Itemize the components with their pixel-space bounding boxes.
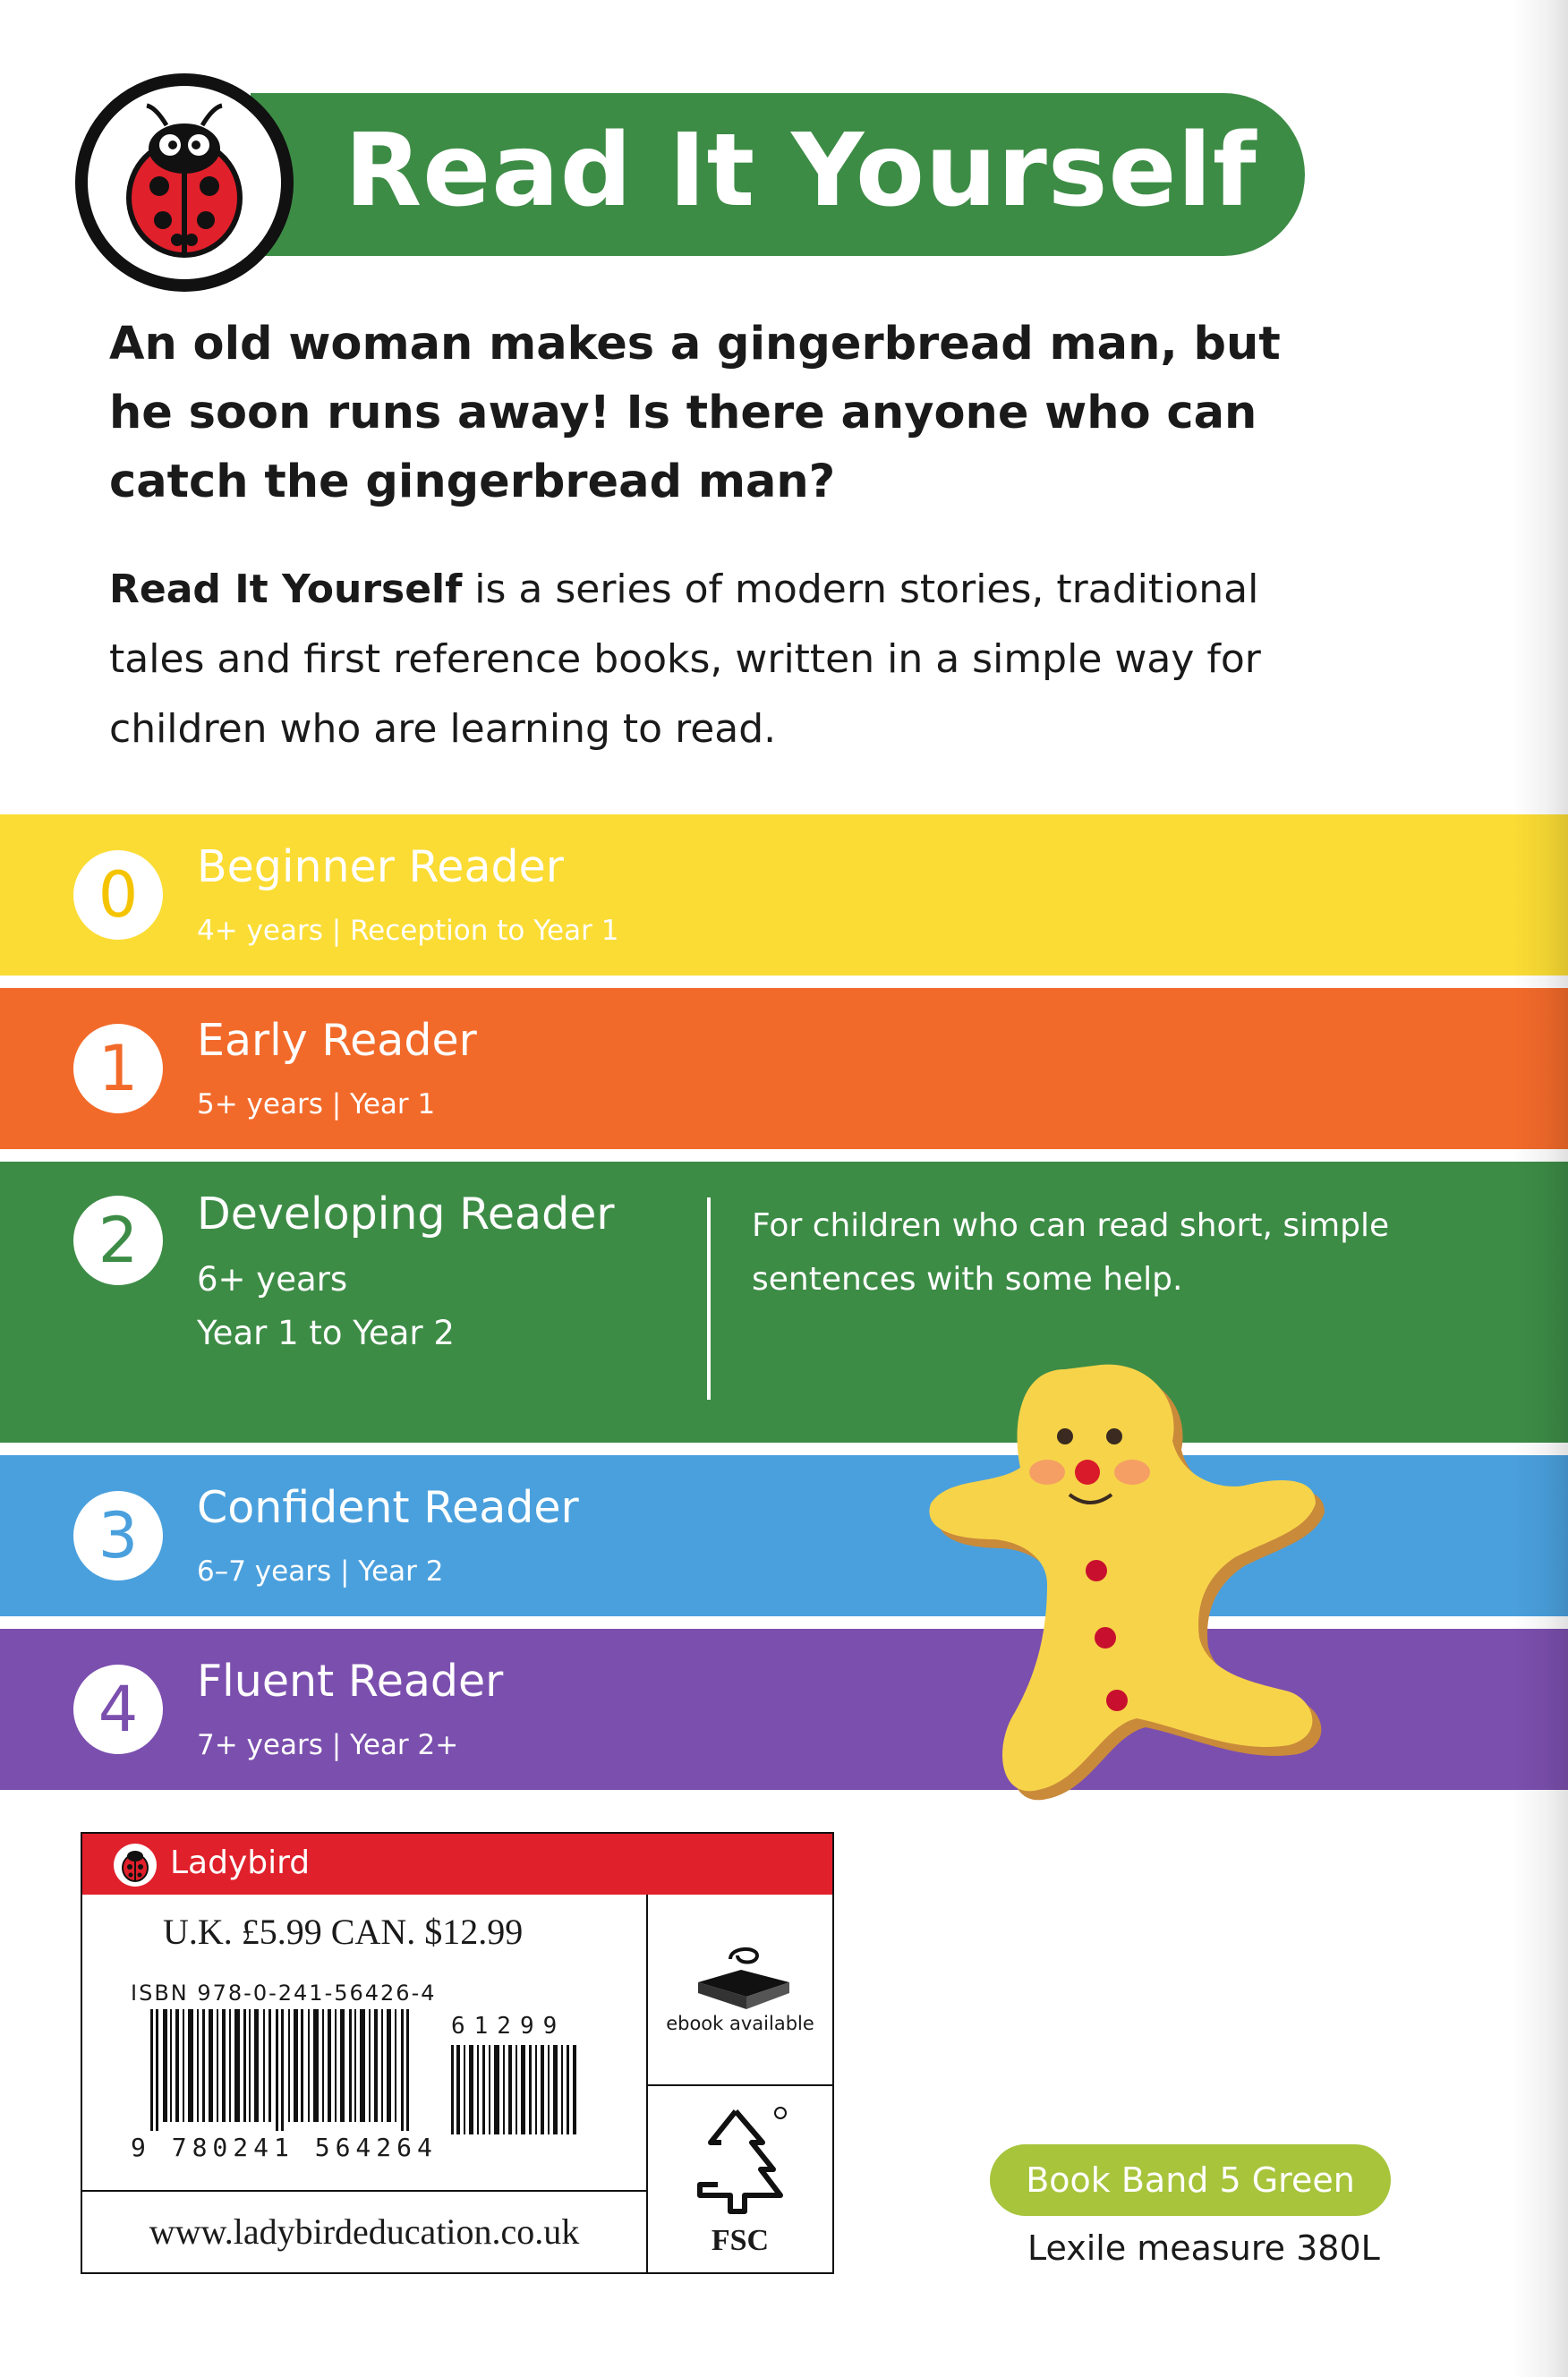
level-number-badge: 3 (73, 1491, 163, 1580)
page-edge-shading (1513, 0, 1568, 2377)
price-label: U.K. £5.99 CAN. $12.99 (163, 1912, 524, 1952)
website-url: www.ladybirdeducation.co.uk (149, 2211, 580, 2252)
level-years: Year 1 to Year 2 (197, 1314, 455, 1352)
gingerbread-man-illustration (922, 1342, 1351, 1862)
addon-digits: 61299 (451, 2013, 567, 2040)
barcode (150, 2009, 419, 2131)
ladybird-logo (75, 73, 294, 292)
level-name: Developing Reader (197, 1188, 615, 1240)
series-description-text: is a series of modern stories, traditional tales and first reference books, written in a simple way for children who are learning to read. (109, 567, 1261, 752)
level-note: For children who can read short, simple sentences with some help. (752, 1207, 1390, 1298)
series-name: Read It Yourself (109, 567, 463, 612)
ebook-label: ebook available (666, 2013, 814, 2034)
divider (646, 1895, 648, 2272)
level-number-badge: 1 (73, 1024, 163, 1113)
level-ages: 6–7 years | Year 2 (197, 1555, 444, 1588)
divider (648, 2084, 832, 2086)
level-number-badge: 2 (73, 1196, 163, 1285)
price-barcode-box (81, 1832, 834, 2274)
level-band-0 (0, 814, 1568, 976)
publisher-name: Ladybird (170, 1845, 311, 1881)
isbn-label: ISBN 978-0-241-56426-4 (131, 1981, 437, 2006)
ebook-icon (695, 1943, 793, 2015)
level-divider (707, 1197, 711, 1400)
level-name: Confident Reader (197, 1482, 579, 1533)
fsc-tree-icon (691, 2102, 789, 2219)
level-name: Beginner Reader (197, 841, 564, 892)
addon-barcode (451, 2045, 585, 2134)
level-name: Early Reader (197, 1015, 477, 1066)
level-ages: 5+ years | Year 1 (197, 1088, 436, 1120)
ladybird-icon (88, 86, 281, 279)
series-description (109, 555, 1326, 764)
level-ages: 7+ years | Year 2+ (197, 1729, 459, 1761)
series-title: Read It Yourself (345, 113, 1257, 229)
level-ages: 4+ years | Reception to Year 1 (197, 915, 619, 947)
book-blurb: An old woman makes a gingerbread man, but he soon runs away! Is there anyone who can catch the gingerbread man? (109, 318, 1281, 508)
lexile-measure: Lexile measure 380L (1027, 2228, 1380, 2268)
level-ages: 6+ years (197, 1260, 348, 1299)
book-band-badge: Book Band 5 Green (990, 2144, 1391, 2216)
ladybird-small-icon (113, 1843, 158, 1887)
level-band-1 (0, 988, 1568, 1149)
barcode-digits: 9 780241 564264 (131, 2133, 438, 2162)
fsc-label: FSC (711, 2224, 770, 2257)
level-name: Fluent Reader (197, 1656, 504, 1707)
level-number-badge: 4 (73, 1665, 163, 1754)
level-number-badge: 0 (73, 850, 163, 940)
